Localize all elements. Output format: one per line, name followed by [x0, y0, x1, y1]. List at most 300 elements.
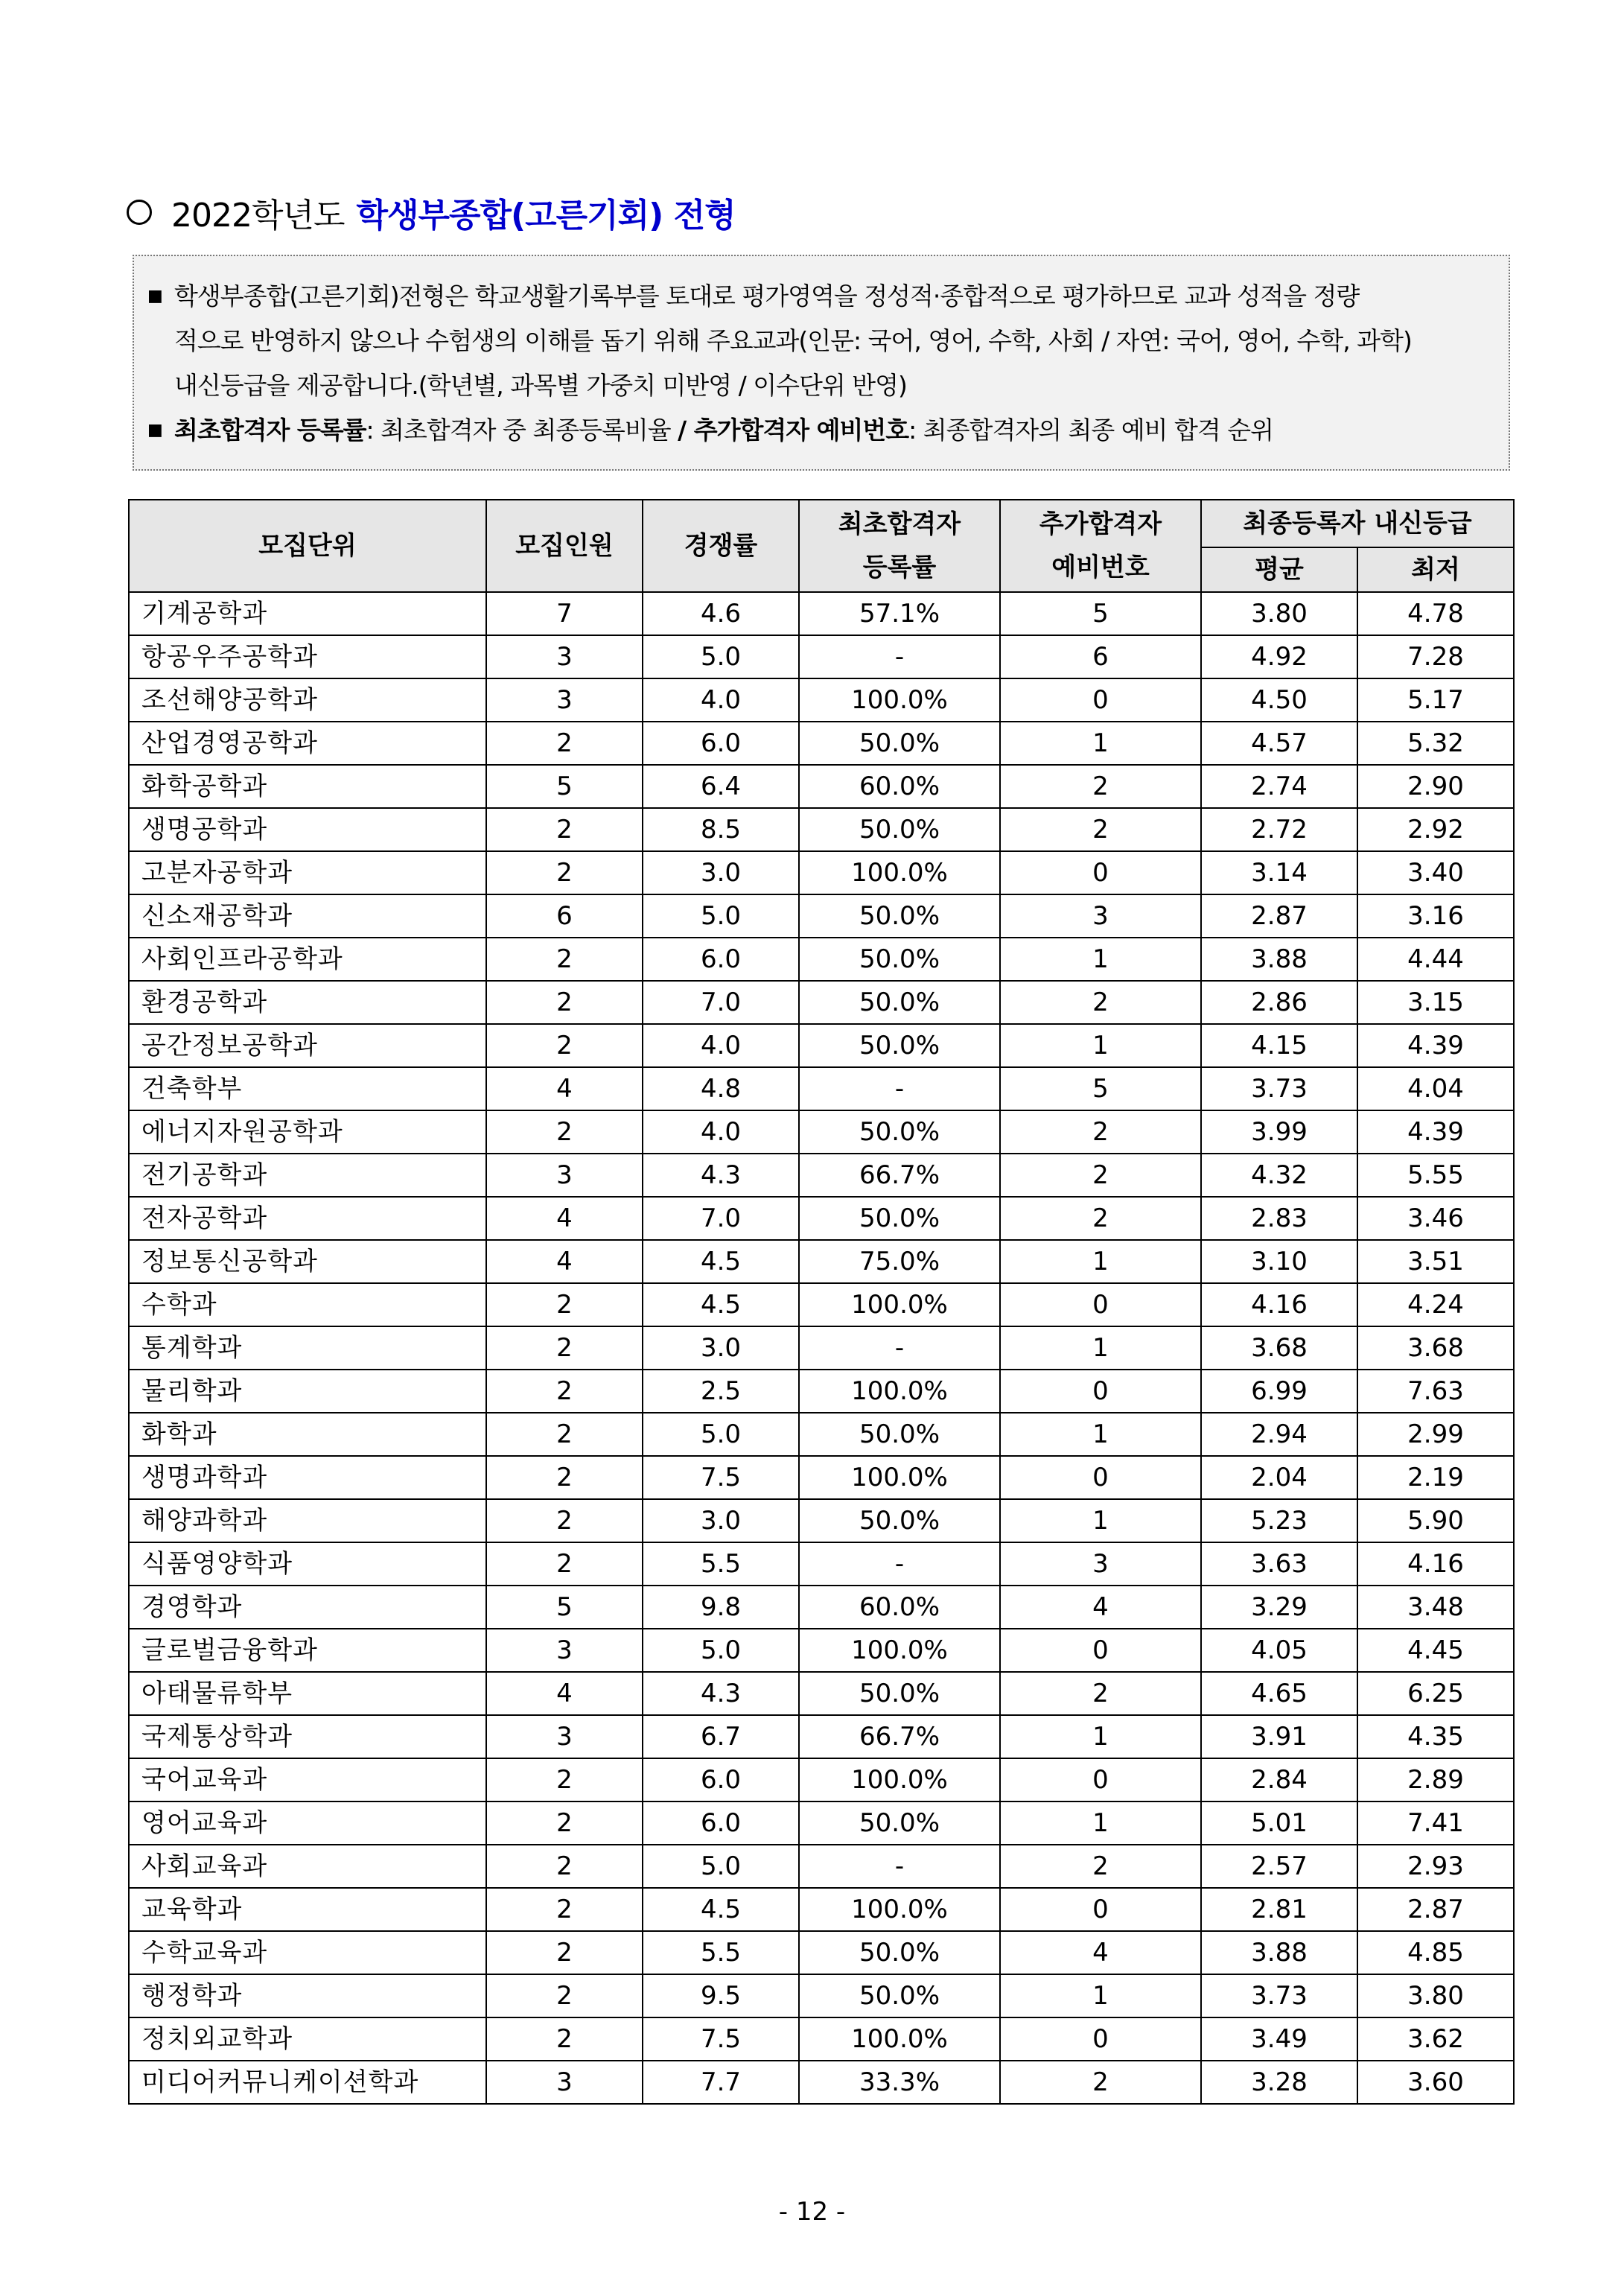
table-row: [129, 1888, 1514, 1931]
cell-quota: 2: [486, 1413, 643, 1456]
cell-grade-avg: 2.94: [1201, 1413, 1357, 1456]
cell-grade-min: 4.04: [1357, 1067, 1514, 1110]
cell-waitlist: 2: [1000, 1672, 1201, 1715]
cell-grade-min: 7.28: [1357, 635, 1514, 678]
cell-grade-avg: 5.23: [1201, 1499, 1357, 1542]
cell-ratio: 6.0: [643, 1758, 799, 1801]
cell-first-registration: 100.0%: [799, 2017, 1000, 2061]
cell-waitlist: 1: [1000, 722, 1201, 765]
cell-grade-avg: 4.92: [1201, 635, 1357, 678]
cell-first-registration: 66.7%: [799, 1715, 1000, 1758]
cell-waitlist: 4: [1000, 1586, 1201, 1629]
cell-ratio: 5.5: [643, 1931, 799, 1974]
table-row: [129, 808, 1514, 851]
cell-waitlist: 0: [1000, 1370, 1201, 1413]
cell-dept: 해양과학과: [129, 1499, 486, 1542]
cell-waitlist: 0: [1000, 678, 1201, 722]
cell-grade-min: 3.15: [1357, 981, 1514, 1024]
cell-grade-avg: 2.83: [1201, 1197, 1357, 1240]
cell-waitlist: 2: [1000, 1197, 1201, 1240]
cell-first-registration: 50.0%: [799, 938, 1000, 981]
note-2: [147, 408, 1495, 453]
cell-dept: 신소재공학과: [129, 894, 486, 938]
cell-first-registration: 50.0%: [799, 1974, 1000, 2017]
cell-ratio: 7.5: [643, 2017, 799, 2061]
cell-ratio: 4.0: [643, 1024, 799, 1067]
cell-grade-avg: 2.74: [1201, 765, 1357, 808]
admission-results-table: [128, 499, 1515, 2105]
header-first-registration-line-1: 최초합격자: [838, 509, 961, 539]
cell-quota: 2: [486, 1110, 643, 1154]
cell-grade-avg: 3.91: [1201, 1715, 1357, 1758]
table-row: [129, 1326, 1514, 1370]
cell-ratio: 4.6: [643, 592, 799, 635]
cell-grade-min: 3.62: [1357, 2017, 1514, 2061]
header-waitlist: [1000, 500, 1201, 592]
cell-first-registration: -: [799, 1326, 1000, 1370]
cell-ratio: 7.5: [643, 1456, 799, 1499]
cell-quota: 2: [486, 1283, 643, 1326]
table-row: [129, 592, 1514, 635]
cell-waitlist: 2: [1000, 765, 1201, 808]
cell-grade-avg: 4.15: [1201, 1024, 1357, 1067]
cell-waitlist: 1: [1000, 938, 1201, 981]
cell-grade-min: 5.17: [1357, 678, 1514, 722]
header-dept: 모집단위: [129, 500, 486, 592]
cell-quota: 2: [486, 1931, 643, 1974]
cell-ratio: 4.8: [643, 1067, 799, 1110]
cell-quota: 2: [486, 722, 643, 765]
cell-dept: 고분자공학과: [129, 851, 486, 894]
cell-waitlist: 1: [1000, 1024, 1201, 1067]
cell-ratio: 6.0: [643, 938, 799, 981]
page-number: - 12 -: [778, 2197, 846, 2227]
cell-grade-min: 4.78: [1357, 592, 1514, 635]
cell-waitlist: 2: [1000, 1110, 1201, 1154]
cell-grade-avg: 2.86: [1201, 981, 1357, 1024]
cell-quota: 6: [486, 894, 643, 938]
cell-ratio: 9.5: [643, 1974, 799, 2017]
cell-grade-avg: 6.99: [1201, 1370, 1357, 1413]
cell-grade-avg: 3.88: [1201, 1931, 1357, 1974]
cell-quota: 2: [486, 808, 643, 851]
cell-ratio: 4.3: [643, 1154, 799, 1197]
cell-waitlist: 2: [1000, 981, 1201, 1024]
cell-quota: 7: [486, 592, 643, 635]
cell-grade-avg: 3.10: [1201, 1240, 1357, 1283]
section-title: [127, 186, 736, 238]
cell-ratio: 3.0: [643, 1499, 799, 1542]
note-1: [147, 274, 1495, 319]
table-row: [129, 1067, 1514, 1110]
cell-waitlist: 3: [1000, 1542, 1201, 1586]
cell-dept: 생명공학과: [129, 808, 486, 851]
cell-quota: 3: [486, 2061, 643, 2104]
header-grade-group: 최종등록자 내신등급: [1201, 500, 1514, 547]
cell-ratio: 3.0: [643, 1326, 799, 1370]
table-row: [129, 1240, 1514, 1283]
table-row: [129, 1586, 1514, 1629]
cell-quota: 4: [486, 1067, 643, 1110]
cell-quota: 5: [486, 765, 643, 808]
cell-grade-min: 2.92: [1357, 808, 1514, 851]
cell-waitlist: 1: [1000, 1801, 1201, 1845]
cell-ratio: 7.0: [643, 981, 799, 1024]
cell-ratio: 7.7: [643, 2061, 799, 2104]
cell-dept: 경영학과: [129, 1586, 486, 1629]
cell-ratio: 3.0: [643, 851, 799, 894]
cell-ratio: 5.0: [643, 1845, 799, 1888]
note-1-line-1: 학생부종합(고른기회)전형은 학교생활기록부를 토대로 평가영역을 정성적·종합적으로 평가하므로 교과 성적을 정량: [174, 282, 1360, 311]
cell-dept: 사회교육과: [129, 1845, 486, 1888]
cell-ratio: 5.0: [643, 1629, 799, 1672]
cell-first-registration: 50.0%: [799, 1801, 1000, 1845]
cell-first-registration: 50.0%: [799, 1672, 1000, 1715]
cell-first-registration: 100.0%: [799, 1888, 1000, 1931]
table-row: [129, 1283, 1514, 1326]
cell-quota: 2: [486, 981, 643, 1024]
note-1-line-3: 내신등급을 제공합니다.(학년별, 과목별 가중치 미반영 / 이수단위 반영): [174, 371, 907, 400]
cell-ratio: 4.5: [643, 1240, 799, 1283]
cell-grade-avg: 3.80: [1201, 592, 1357, 635]
cell-grade-min: 4.45: [1357, 1629, 1514, 1672]
note-1-line-2: 적으로 반영하지 않으나 수험생의 이해를 돕기 위해 주요교과(인문: 국어, 영어, 수학, 사회 / 자연: 국어, 영어, 수학, 과학): [174, 326, 1412, 355]
cell-waitlist: 2: [1000, 1154, 1201, 1197]
cell-ratio: 8.5: [643, 808, 799, 851]
cell-grade-avg: 5.01: [1201, 1801, 1357, 1845]
cell-grade-min: 3.16: [1357, 894, 1514, 938]
cell-quota: 2: [486, 1845, 643, 1888]
cell-grade-avg: 3.99: [1201, 1110, 1357, 1154]
cell-waitlist: 0: [1000, 1758, 1201, 1801]
cell-quota: 2: [486, 1758, 643, 1801]
square-bullet-icon: ■: [147, 421, 162, 439]
table-row: [129, 1845, 1514, 1888]
table-row: [129, 1456, 1514, 1499]
cell-first-registration: 100.0%: [799, 1629, 1000, 1672]
cell-dept: 정보통신공학과: [129, 1240, 486, 1283]
cell-dept: 건축학부: [129, 1067, 486, 1110]
cell-grade-min: 2.90: [1357, 765, 1514, 808]
cell-quota: 2: [486, 1888, 643, 1931]
note-2-text: [174, 408, 1495, 453]
cell-grade-min: 4.16: [1357, 1542, 1514, 1586]
cell-quota: 4: [486, 1197, 643, 1240]
cell-grade-min: 4.24: [1357, 1283, 1514, 1326]
cell-first-registration: 50.0%: [799, 981, 1000, 1024]
cell-waitlist: 4: [1000, 1931, 1201, 1974]
note-2-term-1: 최초합격자 등록률: [174, 416, 366, 445]
cell-quota: 3: [486, 678, 643, 722]
cell-grade-avg: 4.16: [1201, 1283, 1357, 1326]
cell-waitlist: 0: [1000, 1888, 1201, 1931]
cell-first-registration: 50.0%: [799, 1197, 1000, 1240]
cell-ratio: 7.0: [643, 1197, 799, 1240]
cell-dept: 정치외교학과: [129, 2017, 486, 2061]
cell-ratio: 5.0: [643, 894, 799, 938]
cell-waitlist: 5: [1000, 592, 1201, 635]
header-ratio: 경쟁률: [643, 500, 799, 592]
cell-grade-min: 2.99: [1357, 1413, 1514, 1456]
cell-grade-min: 3.40: [1357, 851, 1514, 894]
table-row: [129, 1542, 1514, 1586]
cell-grade-avg: 2.04: [1201, 1456, 1357, 1499]
cell-first-registration: 100.0%: [799, 678, 1000, 722]
cell-grade-avg: 3.88: [1201, 938, 1357, 981]
cell-ratio: 6.0: [643, 722, 799, 765]
cell-grade-min: 3.46: [1357, 1197, 1514, 1240]
cell-waitlist: 1: [1000, 1715, 1201, 1758]
cell-first-registration: 75.0%: [799, 1240, 1000, 1283]
table-row: [129, 2061, 1514, 2104]
cell-first-registration: 100.0%: [799, 1370, 1000, 1413]
title-year: 2022학년도: [171, 197, 345, 235]
table-row: [129, 981, 1514, 1024]
cell-grade-avg: 4.50: [1201, 678, 1357, 722]
table-row: [129, 894, 1514, 938]
cell-quota: 4: [486, 1672, 643, 1715]
cell-quota: 2: [486, 1974, 643, 2017]
cell-waitlist: 0: [1000, 1629, 1201, 1672]
cell-dept: 기계공학과: [129, 592, 486, 635]
cell-first-registration: 50.0%: [799, 894, 1000, 938]
cell-grade-avg: 4.65: [1201, 1672, 1357, 1715]
note-2-desc-1: : 최초합격자 중 최종등록비율: [366, 416, 678, 445]
cell-first-registration: 66.7%: [799, 1154, 1000, 1197]
header-waitlist-line-2: 예비번호: [1051, 553, 1150, 582]
cell-first-registration: -: [799, 1845, 1000, 1888]
cell-grade-avg: 3.63: [1201, 1542, 1357, 1586]
cell-waitlist: 2: [1000, 2061, 1201, 2104]
cell-first-registration: 50.0%: [799, 1931, 1000, 1974]
table-row: [129, 1629, 1514, 1672]
cell-dept: 전자공학과: [129, 1197, 486, 1240]
cell-waitlist: 0: [1000, 1283, 1201, 1326]
cell-dept: 에너지자원공학과: [129, 1110, 486, 1154]
cell-waitlist: 1: [1000, 1240, 1201, 1283]
cell-first-registration: 33.3%: [799, 2061, 1000, 2104]
table-row: [129, 722, 1514, 765]
table-row: [129, 1801, 1514, 1845]
cell-first-registration: 50.0%: [799, 1499, 1000, 1542]
cell-grade-min: 3.48: [1357, 1586, 1514, 1629]
table-row: [129, 1931, 1514, 1974]
cell-ratio: 6.7: [643, 1715, 799, 1758]
cell-grade-avg: 3.14: [1201, 851, 1357, 894]
cell-grade-min: 2.93: [1357, 1845, 1514, 1888]
cell-quota: 3: [486, 1715, 643, 1758]
header-waitlist-line-1: 추가합격자: [1039, 509, 1162, 539]
note-2-term-2: 추가합격자 예비번호: [693, 416, 909, 445]
cell-waitlist: 3: [1000, 894, 1201, 938]
cell-grade-avg: 2.84: [1201, 1758, 1357, 1801]
header-first-registration-line-2: 등록률: [862, 553, 937, 582]
table-row: [129, 1024, 1514, 1067]
cell-first-registration: -: [799, 1067, 1000, 1110]
cell-grade-min: 7.63: [1357, 1370, 1514, 1413]
table-body: [129, 592, 1514, 2104]
cell-ratio: 5.0: [643, 635, 799, 678]
cell-ratio: 4.0: [643, 678, 799, 722]
cell-ratio: 4.5: [643, 1283, 799, 1326]
cell-grade-min: 4.39: [1357, 1024, 1514, 1067]
cell-grade-avg: 3.29: [1201, 1586, 1357, 1629]
cell-ratio: 2.5: [643, 1370, 799, 1413]
cell-quota: 3: [486, 635, 643, 678]
cell-grade-min: 3.68: [1357, 1326, 1514, 1370]
cell-first-registration: -: [799, 1542, 1000, 1586]
cell-quota: 2: [486, 1326, 643, 1370]
cell-first-registration: 100.0%: [799, 1456, 1000, 1499]
cell-waitlist: 0: [1000, 2017, 1201, 2061]
cell-grade-avg: 3.68: [1201, 1326, 1357, 1370]
table-row: [129, 678, 1514, 722]
cell-waitlist: 0: [1000, 851, 1201, 894]
cell-first-registration: 50.0%: [799, 1024, 1000, 1067]
cell-quota: 2: [486, 1024, 643, 1067]
cell-grade-min: 3.51: [1357, 1240, 1514, 1283]
table-row: [129, 1154, 1514, 1197]
cell-quota: 5: [486, 1586, 643, 1629]
table-row: [129, 851, 1514, 894]
cell-grade-min: 7.41: [1357, 1801, 1514, 1845]
table-row: [129, 765, 1514, 808]
cell-grade-min: 3.80: [1357, 1974, 1514, 2017]
cell-dept: 항공우주공학과: [129, 635, 486, 678]
cell-dept: 생명과학과: [129, 1456, 486, 1499]
cell-first-registration: -: [799, 635, 1000, 678]
cell-dept: 미디어커뮤니케이션학과: [129, 2061, 486, 2104]
cell-first-registration: 100.0%: [799, 1758, 1000, 1801]
table-row: [129, 1370, 1514, 1413]
cell-grade-avg: 4.32: [1201, 1154, 1357, 1197]
cell-waitlist: 2: [1000, 808, 1201, 851]
cell-ratio: 4.3: [643, 1672, 799, 1715]
cell-quota: 2: [486, 1499, 643, 1542]
cell-quota: 2: [486, 1801, 643, 1845]
table-row: [129, 1672, 1514, 1715]
cell-grade-avg: 4.57: [1201, 722, 1357, 765]
cell-dept: 사회인프라공학과: [129, 938, 486, 981]
cell-first-registration: 50.0%: [799, 722, 1000, 765]
note-2-desc-2: : 최종합격자의 최종 예비 합격 순위: [908, 416, 1273, 445]
cell-dept: 글로벌금융학과: [129, 1629, 486, 1672]
cell-quota: 2: [486, 2017, 643, 2061]
cell-grade-avg: 2.81: [1201, 1888, 1357, 1931]
table-row: [129, 2017, 1514, 2061]
cell-dept: 물리학과: [129, 1370, 486, 1413]
table-row: [129, 938, 1514, 981]
table-row: [129, 635, 1514, 678]
table-row: [129, 1758, 1514, 1801]
cell-grade-avg: 3.73: [1201, 1974, 1357, 2017]
cell-quota: 2: [486, 851, 643, 894]
cell-grade-min: 4.39: [1357, 1110, 1514, 1154]
cell-grade-min: 4.35: [1357, 1715, 1514, 1758]
cell-ratio: 9.8: [643, 1586, 799, 1629]
table-row: [129, 1715, 1514, 1758]
cell-waitlist: 2: [1000, 1845, 1201, 1888]
cell-first-registration: 57.1%: [799, 592, 1000, 635]
cell-first-registration: 50.0%: [799, 808, 1000, 851]
cell-ratio: 6.4: [643, 765, 799, 808]
cell-grade-min: 4.44: [1357, 938, 1514, 981]
cell-grade-avg: 2.72: [1201, 808, 1357, 851]
cell-waitlist: 1: [1000, 1499, 1201, 1542]
cell-grade-min: 2.19: [1357, 1456, 1514, 1499]
cell-dept: 교육학과: [129, 1888, 486, 1931]
cell-ratio: 5.5: [643, 1542, 799, 1586]
cell-waitlist: 6: [1000, 635, 1201, 678]
cell-waitlist: 1: [1000, 1326, 1201, 1370]
header-avg: 평균: [1201, 547, 1357, 592]
cell-quota: 2: [486, 1456, 643, 1499]
table-row: [129, 1197, 1514, 1240]
header-quota: 모집인원: [486, 500, 643, 592]
cell-quota: 2: [486, 1370, 643, 1413]
header-first-registration: [799, 500, 1000, 592]
header-min: 최저: [1357, 547, 1514, 592]
cell-quota: 4: [486, 1240, 643, 1283]
table-row: [129, 1499, 1514, 1542]
table-row: [129, 1110, 1514, 1154]
cell-dept: 행정학과: [129, 1974, 486, 2017]
cell-dept: 아태물류학부: [129, 1672, 486, 1715]
cell-grade-avg: 3.73: [1201, 1067, 1357, 1110]
cell-ratio: 4.5: [643, 1888, 799, 1931]
cell-dept: 환경공학과: [129, 981, 486, 1024]
cell-dept: 조선해양공학과: [129, 678, 486, 722]
cell-waitlist: 1: [1000, 1413, 1201, 1456]
cell-dept: 공간정보공학과: [129, 1024, 486, 1067]
cell-grade-avg: 3.49: [1201, 2017, 1357, 2061]
table-row: [129, 1413, 1514, 1456]
cell-quota: 2: [486, 1542, 643, 1586]
table-row: [129, 1974, 1514, 2017]
cell-dept: 수학교육과: [129, 1931, 486, 1974]
notes-box: [133, 255, 1510, 471]
cell-first-registration: 50.0%: [799, 1110, 1000, 1154]
cell-quota: 3: [486, 1629, 643, 1672]
cell-dept: 영어교육과: [129, 1801, 486, 1845]
cell-dept: 국제통상학과: [129, 1715, 486, 1758]
cell-first-registration: 100.0%: [799, 1283, 1000, 1326]
cell-waitlist: 1: [1000, 1974, 1201, 2017]
cell-first-registration: 50.0%: [799, 1413, 1000, 1456]
cell-dept: 화학공학과: [129, 765, 486, 808]
cell-grade-min: 5.32: [1357, 722, 1514, 765]
circle-bullet-icon: [127, 200, 152, 225]
cell-dept: 전기공학과: [129, 1154, 486, 1197]
cell-grade-min: 5.90: [1357, 1499, 1514, 1542]
cell-grade-avg: 3.28: [1201, 2061, 1357, 2104]
cell-grade-min: 5.55: [1357, 1154, 1514, 1197]
cell-first-registration: 60.0%: [799, 765, 1000, 808]
cell-grade-avg: 2.87: [1201, 894, 1357, 938]
square-bullet-icon: ■: [147, 287, 162, 305]
cell-dept: 수학과: [129, 1283, 486, 1326]
cell-grade-min: 6.25: [1357, 1672, 1514, 1715]
cell-grade-min: 3.60: [1357, 2061, 1514, 2104]
cell-first-registration: 60.0%: [799, 1586, 1000, 1629]
cell-ratio: 5.0: [643, 1413, 799, 1456]
title-name: 학생부종합(고른기회) 전형: [356, 197, 736, 235]
cell-ratio: 4.0: [643, 1110, 799, 1154]
note-2-separator: /: [678, 416, 694, 445]
cell-quota: 2: [486, 938, 643, 981]
cell-dept: 식품영양학과: [129, 1542, 486, 1586]
cell-dept: 산업경영공학과: [129, 722, 486, 765]
